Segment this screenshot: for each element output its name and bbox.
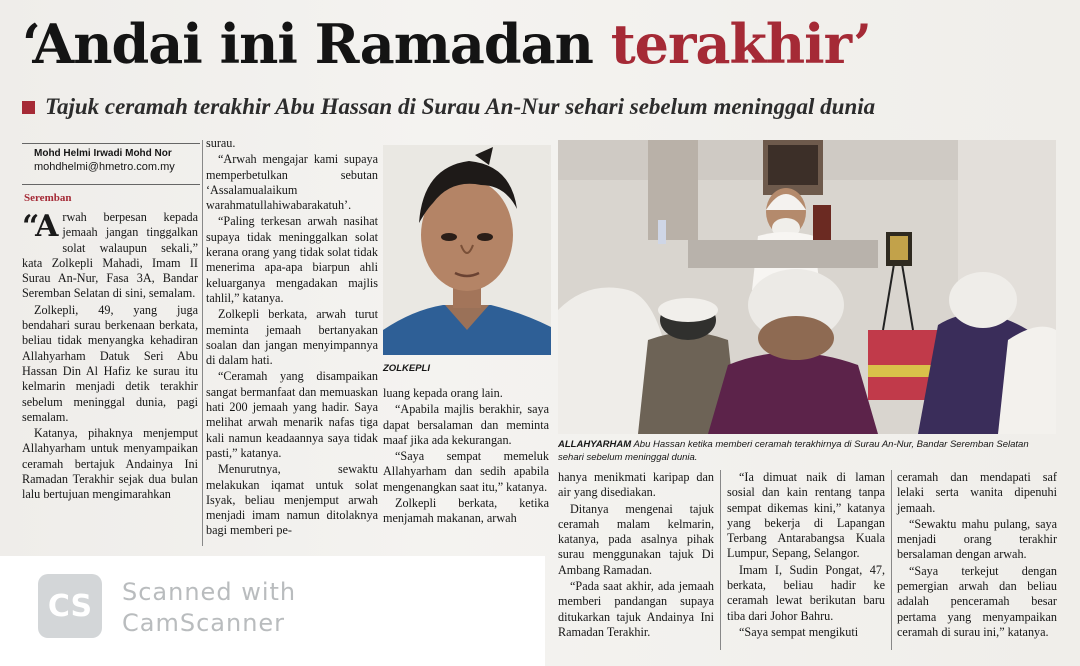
paragraph: hanya menikmati karipap dan air yang disediakan. bbox=[558, 470, 714, 500]
column-divider bbox=[891, 470, 892, 650]
paragraph: “Apabila majlis berakhir, saya dapat bersalaman dan meminta maaf jika ada kekurangan. bbox=[383, 402, 549, 447]
paragraph: Imam I, Sudin Pongat, 47, berkata, beliau hadir ke ceramah lewat berikutan baru tiba dari Johor Bahru. bbox=[727, 562, 885, 623]
article-column-6 bbox=[897, 470, 1057, 641]
paragraph: luang kepada orang lain. bbox=[383, 386, 503, 400]
lecture-photo bbox=[558, 140, 1056, 434]
article-column-3 bbox=[383, 386, 549, 528]
paragraph: “Ia dimuat naik di laman sosial dan kain rentang tanpa sempat dikemas kini,” katanya yang bekerja di Lapangan Terbang Antarabangsa Kuala Lumpur, Sepang, Selangor. bbox=[727, 470, 885, 561]
paragraph: “Paling terkesan arwah nasihat supaya tidak meninggalkan solat kerana orang yang tidak solat tidak menerima apa-apa biarpun ahli keluarganya mengadakan majlis tahlil,” katanya. bbox=[206, 214, 378, 305]
watermark-text bbox=[122, 577, 296, 639]
portrait-image bbox=[383, 145, 551, 355]
portrait-photo bbox=[383, 145, 551, 355]
article-column-1 bbox=[22, 210, 198, 504]
watermark-line-1: Scanned with bbox=[122, 578, 297, 606]
photo-caption: ALLAHYARHAM Abu Hassan ketika memberi ceramah terakhirnya di Surau An-Nur, Bandar Seremban Selatan sehari sebelum meninggal dunia. bbox=[558, 439, 1029, 463]
portrait-caption: ZOLKEPLI bbox=[383, 363, 430, 374]
paragraph: “Saya sempat memeluk Allahyarham dan sedih apabila mengenangkan saat itu,” katanya. bbox=[383, 449, 549, 494]
article-column-2 bbox=[206, 136, 378, 540]
headline bbox=[22, 8, 871, 80]
byline-rule-bottom bbox=[22, 184, 200, 185]
column-divider bbox=[202, 140, 203, 546]
paragraph: Zolkepli berkata, arwah turut meminta jemaah bertanyakan soalan dan jangan menyimpannya di dalam hati. bbox=[206, 307, 378, 368]
lecture-image bbox=[558, 140, 1056, 434]
deck-text: Tajuk ceramah terakhir Abu Hassan di Surau An-Nur sehari sebelum meninggal dunia bbox=[45, 94, 876, 119]
dateline-location: Seremban bbox=[24, 192, 72, 204]
camscanner-logo-icon: CS bbox=[38, 574, 102, 638]
paragraph: “Ceramah yang disampaikan sangat bermanfaat dan memuaskan hati 200 jemaah yang hadir. Saya melihat arwah menarik nafas tiga kali namun keadaannya saya tidak pasti,” katanya. bbox=[206, 369, 378, 460]
paragraph: surau. bbox=[206, 136, 236, 150]
headline-highlight: terakhir’ bbox=[610, 12, 871, 76]
article-column-4 bbox=[558, 470, 714, 641]
paragraph: ceramah dan mendapati saf lelaki serta wanita dipenuhi jemaah. bbox=[897, 470, 1057, 515]
byline bbox=[34, 148, 175, 173]
paragraph: “Saya sempat mengikuti bbox=[739, 624, 859, 639]
byline-email: mohdhelmi@hmetro.com.my bbox=[34, 161, 175, 173]
paragraph: Ditanya mengenai tajuk ceramah malam kelmarin, katanya, pada asalnya pihak surau menggunakan tajuk Di Ambang Ramadan. bbox=[558, 501, 714, 577]
paragraph: Zolkepli berkata, ketika menjamah makanan, arwah bbox=[383, 496, 549, 526]
byline-name: Mohd Helmi Irwadi Mohd Nor bbox=[34, 148, 172, 159]
watermark-line-2: CamScanner bbox=[122, 609, 286, 637]
lead-paragraph: “Arwah berpesan kepada jemaah jangan tinggalkan solat walaupun sekali,” kata Zolkepli Mahadi, Imam II Surau An-Nur, Fasa 3A, Bandar Seremban Selatan di sini, semalam. bbox=[22, 209, 198, 301]
paragraph: Zolkepli, 49, yang juga bendahari surau berkenaan berkata, beliau tidak menyangka kehadiran Allahyarham Datuk Seri Abu Hassan Din Al Hafiz ke surau itu kelmarin menjadi detik terakhir sebelum meninggal dunia, pagi semalam. bbox=[22, 302, 198, 424]
paragraph: “Sewaktu mahu pulang, saya menjadi orang terakhir bersalaman dengan arwah. bbox=[897, 516, 1057, 562]
paragraph: “Pada saat akhir, ada jemaah memberi pandangan supaya ditukarkan tajuk Andainya Ini Ramadan Terakhir. bbox=[558, 579, 714, 639]
article-column-5 bbox=[727, 470, 885, 641]
paragraph: “Arwah mengajar kami supaya memperbetulkan sebutan ‘Assalamualaikum warahmatullahiwabarakatuh’. bbox=[206, 152, 378, 213]
paragraph: Menurutnya, sewaktu melakukan iqamat untuk solat Isyak, beliau menjemput arwah menjadi imam namun ditolaknya bagi memberi pe- bbox=[206, 462, 378, 538]
headline-main: ‘Andai ini Ramadan bbox=[22, 12, 611, 76]
paragraph: “Saya terkejut dengan pemergian arwah dan beliau adalah penceramah besar pertama yang menyampaikan ceramah di surau ini,” katanya. bbox=[897, 563, 1057, 639]
byline-rule-top bbox=[22, 143, 200, 144]
dropcap: “A bbox=[22, 209, 59, 244]
paragraph: Katanya, pihaknya menjemput Allahyarham untuk menyampaikan ceramah bertajuk Andainya Ini Ramadan Terakhir sejak dua bulan lalu bertujuan mengimarahkan bbox=[22, 426, 198, 502]
deck bbox=[22, 94, 1062, 120]
column-divider bbox=[720, 470, 721, 650]
deck-bullet-icon bbox=[22, 101, 35, 114]
